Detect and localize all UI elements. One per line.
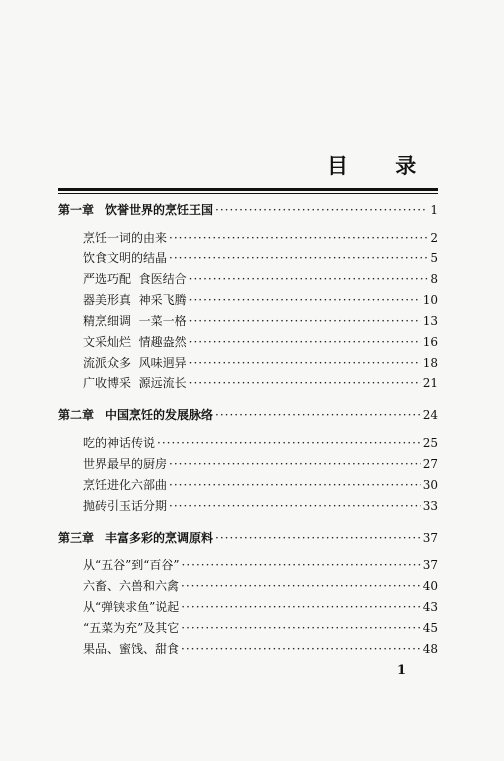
- page-number: 2: [430, 231, 438, 245]
- page-number: 18: [422, 356, 438, 370]
- section-title: “五菜为充”及其它: [83, 621, 180, 635]
- chapter-3-entry[interactable]: [58, 530, 438, 546]
- dot-leader: [215, 202, 428, 218]
- section-entry[interactable]: [83, 477, 438, 493]
- dot-leader: [169, 250, 428, 266]
- chapter-title: 中国烹饪的发展脉络: [105, 408, 214, 422]
- page-number: 5: [430, 251, 438, 265]
- section-title: 吃的神话传说: [83, 436, 156, 450]
- section-title: 六畜、六兽和六禽: [83, 579, 180, 593]
- section-title: 器美形真 神采飞腾: [83, 293, 187, 307]
- section-title: 从“五谷”到“百谷”: [83, 558, 180, 572]
- page-number: 33: [422, 499, 438, 513]
- page-number: 37: [422, 558, 438, 572]
- page-number: 30: [422, 478, 438, 492]
- title-rule-thick: [58, 188, 438, 191]
- page-number: 25: [422, 436, 438, 450]
- section-title: 抛砖引玉话分期: [83, 499, 168, 513]
- page-number: 43: [422, 600, 438, 614]
- page-number: 45: [422, 621, 438, 635]
- page-number: 27: [422, 457, 438, 471]
- dot-leader: [189, 292, 421, 308]
- section-entry[interactable]: [83, 435, 438, 451]
- dot-leader: [189, 313, 421, 329]
- dot-leader: [189, 271, 429, 287]
- chapter-2-entry[interactable]: [58, 407, 438, 423]
- page-footer-number: 1: [397, 663, 407, 678]
- chapter-title: 丰富多彩的烹调原料: [105, 531, 214, 545]
- section-title: 世界最早的厨房: [83, 457, 168, 471]
- chapter-label: 第一章: [58, 203, 95, 217]
- section-title: 文采灿烂 情趣盎然: [83, 335, 187, 349]
- section-title: 果品、蜜饯、甜食: [83, 642, 180, 656]
- page-number: 16: [422, 335, 438, 349]
- chapter-label: 第二章: [58, 408, 95, 422]
- page-number: 10: [422, 293, 438, 307]
- section-entry[interactable]: [83, 456, 438, 472]
- section-title: 广收博采 源远流长: [83, 376, 187, 390]
- section-entry[interactable]: [83, 355, 438, 371]
- section-entry[interactable]: [83, 313, 438, 329]
- dot-leader: [169, 456, 421, 472]
- dot-leader: [169, 498, 421, 514]
- section-title: 饮食文明的结晶: [83, 251, 168, 265]
- dot-leader: [181, 620, 420, 636]
- section-title: 严选巧配 食医结合: [83, 272, 187, 286]
- dot-leader: [189, 355, 421, 371]
- section-title: 流派众多 风味迥异: [83, 356, 187, 370]
- page-number: 48: [422, 642, 438, 656]
- page-number: 8: [430, 272, 438, 286]
- dot-leader: [215, 407, 421, 423]
- dot-leader: [157, 435, 421, 451]
- section-entry[interactable]: [83, 578, 438, 594]
- dot-leader: [215, 530, 421, 546]
- page-number: 13: [422, 314, 438, 328]
- section-entry[interactable]: [83, 230, 438, 246]
- chapter-title: 饮誉世界的烹饪王国: [105, 203, 214, 217]
- section-entry[interactable]: [83, 375, 438, 391]
- section-title: 从“弹铗求鱼”说起: [83, 600, 180, 614]
- section-entry[interactable]: [83, 641, 438, 657]
- section-entry[interactable]: [83, 271, 438, 287]
- section-entry[interactable]: [83, 498, 438, 514]
- section-entry[interactable]: [83, 334, 438, 350]
- dot-leader: [181, 578, 421, 594]
- toc-title: 目 录: [327, 153, 437, 178]
- section-entry[interactable]: [83, 250, 438, 266]
- section-title: 烹饪一词的由来: [83, 231, 168, 245]
- page-number: 21: [422, 376, 438, 390]
- dot-leader: [181, 599, 420, 615]
- title-rule-thin: [58, 193, 438, 194]
- section-entry[interactable]: [83, 599, 438, 615]
- page-number: 37: [422, 531, 438, 545]
- chapter-1-entry[interactable]: [58, 202, 438, 218]
- dot-leader: [189, 334, 421, 350]
- section-entry[interactable]: [83, 292, 438, 308]
- section-entry[interactable]: [83, 620, 438, 636]
- dot-leader: [181, 641, 421, 657]
- section-title: 烹饪进化六部曲: [83, 478, 168, 492]
- page-number: 40: [422, 579, 438, 593]
- dot-leader: [189, 375, 421, 391]
- dot-leader: [169, 230, 428, 246]
- section-entry[interactable]: [83, 557, 438, 573]
- dot-leader: [182, 557, 421, 573]
- dot-leader: [169, 477, 421, 493]
- page-number: 1: [430, 203, 438, 217]
- page-number: 24: [422, 408, 438, 422]
- section-title: 精烹细调 一菜一格: [83, 314, 187, 328]
- chapter-label: 第三章: [58, 531, 95, 545]
